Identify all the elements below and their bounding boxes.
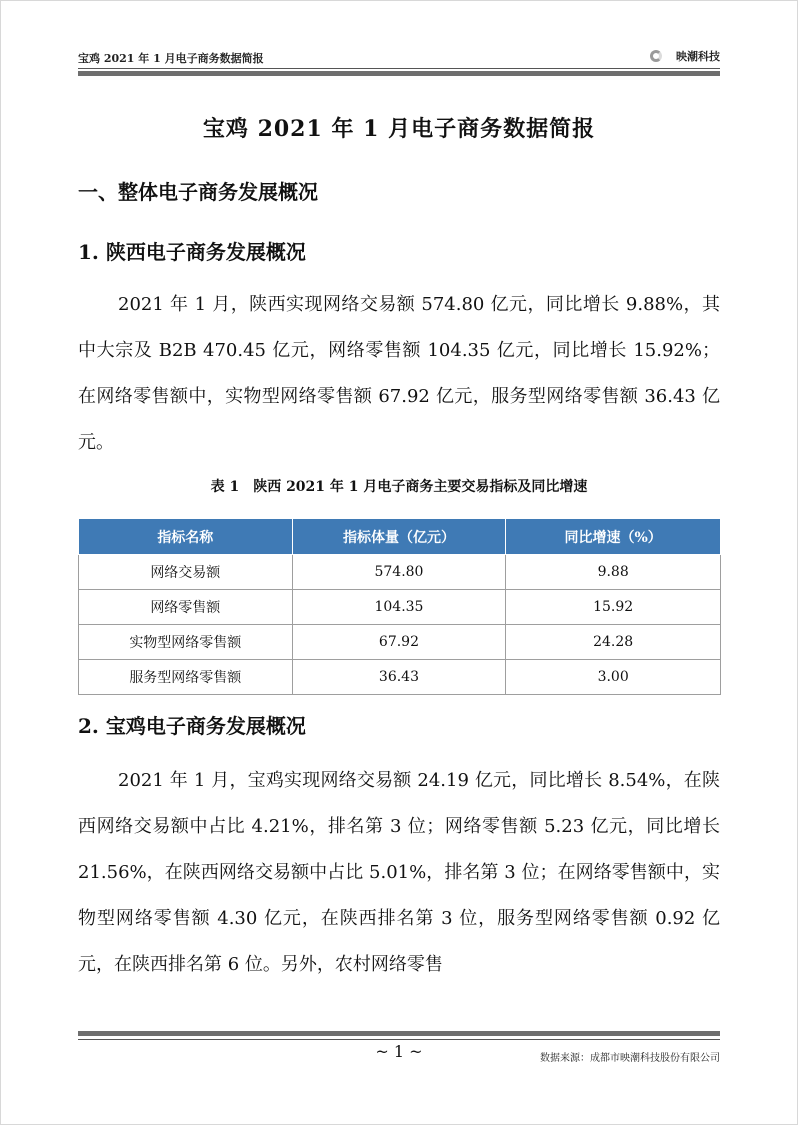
column-header: 指标体量（亿元） <box>292 519 506 555</box>
logo-icon <box>650 50 662 62</box>
table-cell: 36.43 <box>292 660 506 695</box>
table-cell: 实物型网络零售额 <box>79 625 293 660</box>
document-title: 宝鸡 2021 年 1 月电子商务数据简报 <box>202 116 596 142</box>
table-row <box>79 555 721 590</box>
header-brand-group <box>650 48 720 64</box>
subsection-heading-shaanxi: 1. 陕西电子商务发展概况 <box>78 240 306 264</box>
footer-rule-thin <box>78 1039 720 1040</box>
table-cell: 15.92 <box>506 590 721 625</box>
header-title: 宝鸡 2021 年 1 月电子商务数据简报 <box>78 52 264 65</box>
table-cell: 104.35 <box>292 590 506 625</box>
table-caption: 表 1 陕西 2021 年 1 月电子商务主要交易指标及同比增速 <box>210 479 588 495</box>
page-header <box>78 44 720 70</box>
table-cell: 24.28 <box>506 625 721 660</box>
table-header-row <box>79 519 721 555</box>
header-rule-thick <box>78 71 720 76</box>
column-header: 指标名称 <box>79 519 293 555</box>
table-cell: 服务型网络零售额 <box>79 660 293 695</box>
table-row <box>79 660 721 695</box>
subsection-heading-baoji: 2. 宝鸡电子商务发展概况 <box>78 714 306 738</box>
table-cell: 网络零售额 <box>79 590 293 625</box>
data-source-note: 数据来源：成都市映潮科技股份有限公司 <box>540 1053 720 1064</box>
table-row <box>79 625 721 660</box>
column-header: 同比增速（%） <box>506 519 721 555</box>
section-heading-overview: 一、整体电子商务发展概况 <box>78 180 318 204</box>
table-row <box>79 590 721 625</box>
indicator-table <box>78 518 721 695</box>
header-rule-thin <box>78 68 720 69</box>
table-cell: 3.00 <box>506 660 721 695</box>
footer-rule-thick <box>78 1031 720 1036</box>
table-cell: 574.80 <box>292 555 506 590</box>
table-cell: 网络交易额 <box>79 555 293 590</box>
table-cell: 9.88 <box>506 555 721 590</box>
brand-name: 映潮科技 <box>676 50 720 63</box>
table-cell: 67.92 <box>292 625 506 660</box>
paragraph-shaanxi: 2021 年 1 月，陕西实现网络交易额 574.80 亿元，同比增长 9.88%，其中大宗及 B2B 470.45 亿元，网络零售额 104.35 亿元，同比增长 15.92%；在网络零售额中，实物型网络零售额 67.92 亿元，服务型网络零售额 36.43 亿元。 <box>78 294 720 453</box>
page-number: ~ 1 ~ <box>375 1042 423 1061</box>
paragraph-baoji: 2021 年 1 月，宝鸡实现网络交易额 24.19 亿元，同比增长 8.54%，在陕西网络交易额中占比 4.21%，排名第 3 位；网络零售额 5.23 亿元，同比增长 21.56%，在陕西网络交易额中占比 5.01%，排名第 3 位；在网络零售额中，实物型网络零售额 4.30 亿元，在陕西排名第 3 位，服务型网络零售额 0.92 亿元，在陕西排名第 6 位。另外，农村网络零售 <box>78 770 720 975</box>
